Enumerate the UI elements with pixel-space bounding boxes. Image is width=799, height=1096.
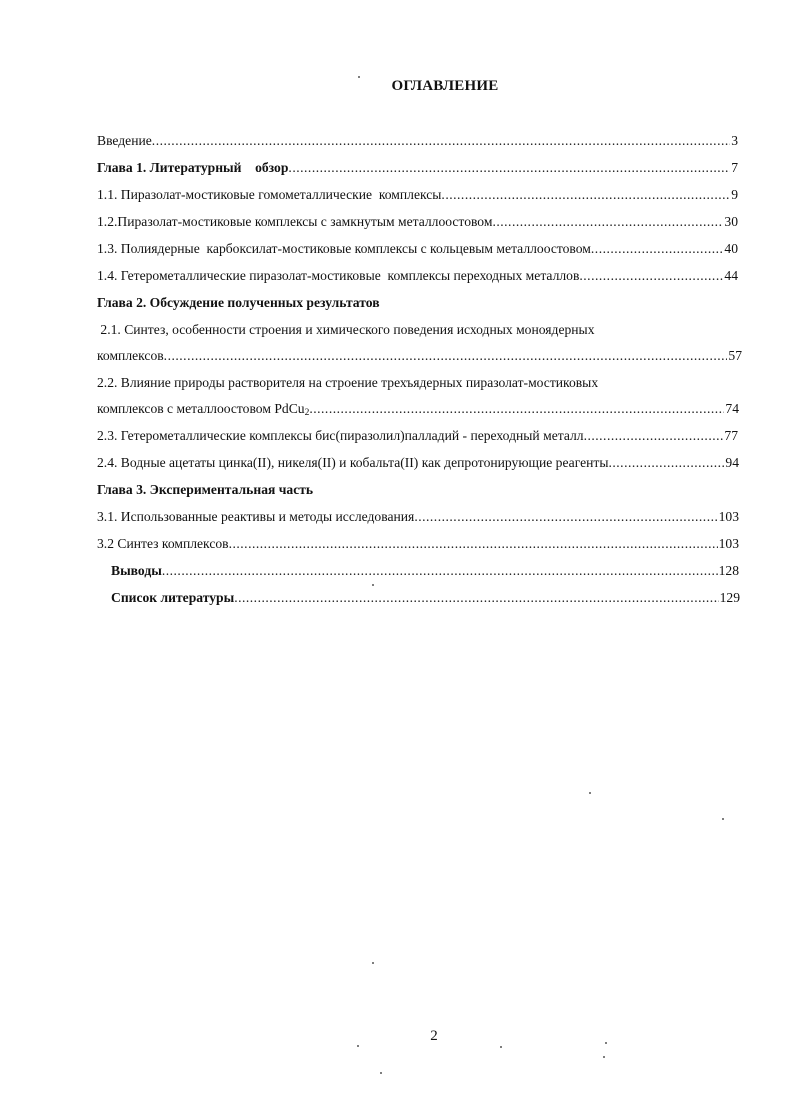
toc-entry-text: Глава 2. Обсуждение полученных результатов bbox=[97, 295, 380, 310]
toc-entry-chapter-1 bbox=[97, 159, 738, 177]
toc-entry-2-3 bbox=[97, 427, 738, 445]
toc-entry-2-4 bbox=[97, 454, 739, 472]
toc-entry-text bbox=[97, 400, 309, 422]
toc-entry-text: комплексов bbox=[97, 348, 164, 363]
page-title: ОГЛАВЛЕНИЕ bbox=[391, 78, 499, 94]
scan-speck bbox=[500, 1046, 502, 1048]
toc-entry-text: Введение bbox=[97, 133, 152, 148]
toc-leader-dots bbox=[288, 159, 730, 177]
toc-entry-page: 128 bbox=[718, 563, 739, 578]
page-number: 2 bbox=[430, 1028, 438, 1044]
toc-entry-text: Выводы bbox=[111, 563, 162, 578]
toc-entry-text: 1.1. Пиразолат-мостиковые гомометаллические комплексы bbox=[97, 187, 442, 202]
toc-entry-2-2-line-1 bbox=[97, 374, 598, 392]
toc-entry-text: Список литературы bbox=[111, 590, 235, 605]
toc-entry-text: 2.3. Гетерометаллические комплексы бис(пиразолил)палладий - переходный металл bbox=[97, 428, 584, 443]
scan-speck bbox=[603, 1056, 605, 1058]
toc-leader-dots bbox=[229, 535, 718, 553]
toc-leader-dots bbox=[591, 240, 724, 258]
toc-leader-dots bbox=[309, 400, 724, 418]
toc-entry-page: 74 bbox=[725, 401, 739, 416]
toc-leader-dots bbox=[414, 508, 717, 526]
toc-entry-page: 129 bbox=[719, 590, 740, 605]
toc-leader-dots bbox=[164, 347, 728, 365]
toc-leader-dots bbox=[162, 562, 718, 580]
scan-speck bbox=[358, 76, 360, 78]
toc-entry-2-1-line-1 bbox=[97, 321, 595, 339]
toc-entry-text: Глава 1. Литературный обзор bbox=[97, 160, 289, 175]
toc-entry-2-2-line-2 bbox=[97, 400, 739, 422]
toc-entry-chapter-3 bbox=[97, 481, 313, 499]
scan-speck bbox=[357, 1045, 359, 1047]
toc-entry-chapter-2 bbox=[97, 294, 380, 312]
scan-speck bbox=[605, 1042, 607, 1044]
toc-entry-text-main: комплексов с металлоостовом PdCu bbox=[97, 401, 305, 416]
toc-entry-1-2 bbox=[97, 213, 738, 231]
toc-entry-conclusions bbox=[111, 562, 739, 580]
toc-entry-page: 3 bbox=[731, 133, 738, 148]
toc-entry-references bbox=[111, 589, 740, 607]
toc-entry-text: 1.4. Гетерометаллические пиразолат-мостиковые комплексы переходных металлов bbox=[97, 268, 580, 283]
toc-entry-text: Глава 3. Экспериментальная часть bbox=[97, 482, 314, 497]
scan-speck bbox=[372, 584, 374, 586]
toc-entry-1-3 bbox=[97, 240, 738, 258]
toc-leader-dots bbox=[152, 132, 730, 150]
toc-entry-page: 57 bbox=[728, 348, 742, 363]
toc-entry-3-1 bbox=[97, 508, 739, 526]
toc-entry-2-1-line-2 bbox=[97, 347, 742, 365]
scan-speck bbox=[722, 818, 724, 820]
toc-entry-text: 1.2.Пиразолат-мостиковые комплексы с замкнутым металлоостовом bbox=[97, 214, 493, 229]
toc-entry-page: 7 bbox=[731, 160, 738, 175]
toc-entry-page: 30 bbox=[724, 214, 738, 229]
toc-leader-dots bbox=[608, 454, 724, 472]
toc-entry-introduction bbox=[97, 132, 738, 150]
toc-entry-3-2 bbox=[97, 535, 739, 553]
toc-entry-1-4 bbox=[97, 267, 738, 285]
toc-entry-page: 77 bbox=[724, 428, 738, 443]
toc-entry-page: 94 bbox=[725, 455, 739, 470]
toc-leader-dots bbox=[234, 589, 718, 607]
toc-entry-page: 9 bbox=[731, 187, 738, 202]
toc-entry-text: 2.4. Водные ацетаты цинка(II), никеля(II) и кобальта(II) как депротонирующие реагенты bbox=[97, 455, 609, 470]
toc-leader-dots bbox=[492, 213, 723, 231]
toc-entry-text: 3.1. Использованные реактивы и методы исследования bbox=[97, 509, 415, 524]
toc-entry-page: 103 bbox=[718, 536, 739, 551]
toc-leader-dots bbox=[441, 186, 730, 204]
toc-entry-text: 2.2. Влияние природы растворителя на строение трехъядерных пиразолат-мостиковых bbox=[97, 375, 599, 390]
toc-entry-1-1 bbox=[97, 186, 738, 204]
toc-leader-dots bbox=[584, 427, 724, 445]
toc-entry-text: 2.1. Синтез, особенности строения и химического поведения исходных моноядерных bbox=[97, 322, 595, 337]
scan-speck bbox=[372, 962, 374, 964]
toc-leader-dots bbox=[579, 267, 723, 285]
toc-entry-text: 3.2 Синтез комплексов bbox=[97, 536, 229, 551]
toc-entry-page: 44 bbox=[724, 268, 738, 283]
toc-entry-subscript: 2 bbox=[304, 408, 310, 418]
toc-entry-text: 1.3. Полиядерные карбоксилат-мостиковые комплексы с кольцевым металлоостовом bbox=[97, 241, 591, 256]
toc-entry-page: 40 bbox=[724, 241, 738, 256]
scan-speck bbox=[380, 1072, 382, 1074]
scan-speck bbox=[589, 792, 591, 794]
toc-entry-page: 103 bbox=[718, 509, 739, 524]
